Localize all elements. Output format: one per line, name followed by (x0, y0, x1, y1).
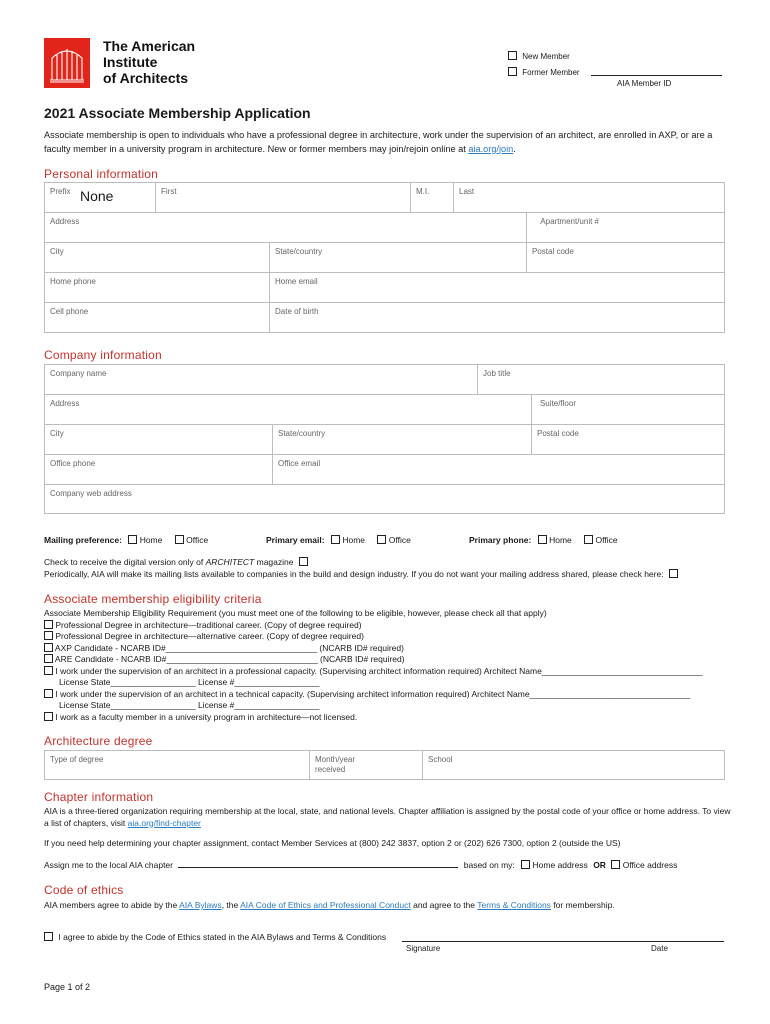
school-field[interactable] (423, 751, 724, 779)
home-address-label: Home address (532, 860, 588, 870)
chapter-help: If you need help determining your chapter assignment, contact Member Services at (800) 242 3837, option 2 or (202) 626 7300, option 2 (outside the US) (44, 838, 621, 848)
eligibility-checkbox-1[interactable] (44, 620, 53, 629)
email-home-checkbox[interactable] (331, 535, 340, 544)
apartment-label: Apartment/unit # (540, 217, 599, 226)
postal-field[interactable] (527, 243, 724, 273)
office-phone-label: Office phone (50, 459, 96, 468)
eligibility-license-line: License State__________________ License #__________________ (59, 700, 320, 710)
first-name-field[interactable] (156, 183, 411, 213)
eligibility-option (44, 666, 734, 678)
eligibility-checkbox-5[interactable] (44, 666, 53, 675)
page-number: Page 1 of 2 (44, 982, 91, 992)
job-title-label: Job title (483, 369, 511, 378)
eligibility-option (44, 654, 734, 666)
mailing-preference (44, 535, 208, 545)
mailing-lists-text: Periodically, AIA will make its mailing lists available to companies in the build and design industry. If you do not want your mailing address shared, please check here: (44, 569, 664, 579)
cell-phone-field[interactable] (45, 303, 270, 332)
ethics-pre: AIA members agree to abide by the (44, 900, 178, 910)
company-city-field[interactable] (45, 425, 273, 455)
home-address-checkbox[interactable] (521, 860, 530, 869)
eligibility-option-2: Professional Degree in architecture—alternative career. (Copy of degree required) (55, 631, 364, 641)
office-email-field[interactable] (273, 455, 724, 485)
degree-date-label (315, 755, 355, 775)
eligibility-option (44, 689, 734, 701)
architect-magazine-option (44, 557, 308, 567)
state-label: State/country (275, 247, 323, 256)
new-member-checkbox[interactable] (508, 51, 517, 60)
suite-label: Suite/floor (539, 399, 576, 408)
ethics-mid-2: and agree to the (413, 900, 476, 910)
last-name-field[interactable] (454, 183, 724, 213)
logo-line-2: Institute (103, 54, 158, 70)
terms-link[interactable]: Terms & Conditions (477, 900, 551, 910)
eligibility-heading: Associate membership eligibility criteria (44, 592, 262, 606)
new-member-option (508, 51, 570, 61)
school-label: School (428, 755, 453, 764)
office-address-checkbox[interactable] (611, 860, 620, 869)
member-id-label: AIA Member ID (617, 79, 672, 88)
company-info-heading: Company information (44, 348, 162, 362)
signature-label: Signature (406, 944, 441, 953)
eligibility-checkbox-3[interactable] (44, 643, 53, 652)
page-title: 2021 Associate Membership Application (44, 105, 311, 121)
dob-label: Date of birth (275, 307, 319, 316)
eligibility-option-7: I work as a faculty member in a university program in architecture—not licensed. (55, 711, 358, 722)
eligibility-option (44, 643, 734, 655)
office-email-label: Office email (278, 459, 321, 468)
eligibility-option-1: Professional Degree in architecture—traditional career. (Copy of degree required) (55, 619, 362, 630)
mi-field[interactable] (411, 183, 454, 213)
address-field[interactable] (45, 213, 527, 243)
email-home-label: Home (342, 535, 366, 545)
primary-email-label: Primary email: (266, 535, 325, 545)
degree-date-line-1: Month/year (315, 755, 356, 764)
ethics-text (44, 900, 615, 910)
mailing-office-label: Office (186, 535, 209, 545)
mailing-home-checkbox[interactable] (128, 535, 137, 544)
join-link[interactable]: aia.org/join (468, 143, 514, 154)
chapter-text (44, 806, 734, 829)
ethics-agree-label: I agree to abide by the Code of Ethics stated in the AIA Bylaws and Terms & Conditions (58, 932, 387, 942)
architect-mag-checkbox[interactable] (299, 557, 308, 566)
prefix-field[interactable] (45, 183, 156, 213)
company-name-field[interactable] (45, 365, 478, 395)
company-info-grid (44, 364, 725, 514)
eligibility-list (44, 608, 734, 723)
home-phone-field[interactable] (45, 273, 270, 303)
postal-label: Postal code (532, 247, 574, 256)
degree-date-field[interactable] (310, 751, 423, 779)
phone-office-label: Office (595, 535, 618, 545)
architect-mag-pre: Check to receive the digital version only of (44, 557, 204, 567)
phone-office-checkbox[interactable] (584, 535, 593, 544)
member-id-input[interactable] (591, 66, 722, 76)
state-field[interactable] (270, 243, 527, 273)
company-state-label: State/country (278, 429, 326, 438)
degree-grid (44, 750, 725, 780)
eligibility-option-4: ARE Candidate - NCARB ID#________________________________ (NCARB ID# required) (54, 654, 405, 664)
primary-email (266, 535, 411, 545)
company-web-field[interactable] (45, 485, 724, 513)
find-chapter-link[interactable]: aia.org/find-chapter (127, 817, 201, 828)
primary-phone-label: Primary phone: (469, 535, 532, 545)
office-phone-field[interactable] (45, 455, 273, 485)
degree-heading: Architecture degree (44, 734, 153, 748)
eligibility-option (44, 620, 734, 632)
or-label: OR (593, 860, 606, 870)
architect-mag-title: ARCHITECT (205, 557, 255, 567)
email-office-label: Office (388, 535, 411, 545)
prefix-label: Prefix (50, 187, 71, 196)
company-address-label: Address (50, 399, 80, 408)
home-email-field[interactable] (270, 273, 724, 303)
company-name-label: Company name (50, 369, 107, 378)
company-postal-field[interactable] (532, 425, 724, 455)
chapter-heading: Chapter information (44, 790, 154, 804)
ethics-agree-checkbox[interactable] (44, 932, 53, 941)
logo-line-3: of Architects (103, 70, 189, 86)
company-state-field[interactable] (273, 425, 532, 455)
dob-field[interactable] (270, 303, 724, 332)
eligibility-option (44, 631, 734, 643)
suite-field[interactable] (532, 395, 724, 425)
signature-line[interactable] (402, 933, 724, 942)
apartment-field[interactable] (527, 213, 724, 243)
eligibility-checkbox-6[interactable] (44, 689, 53, 698)
former-member-label: Former Member (522, 68, 580, 77)
home-phone-label: Home phone (50, 277, 96, 286)
chapter-name-input[interactable] (178, 867, 458, 868)
degree-date-line-2: received (315, 765, 346, 774)
mailing-home-label: Home (139, 535, 163, 545)
aia-logo (44, 38, 90, 88)
phone-home-checkbox[interactable] (538, 535, 547, 544)
personal-info-heading: Personal information (44, 167, 159, 181)
office-address-label: Office address (622, 860, 678, 870)
primary-phone (469, 535, 618, 545)
former-member-option (508, 67, 580, 77)
based-on-label: based on my: (463, 860, 515, 870)
eligibility-checkbox-2[interactable] (44, 631, 53, 640)
former-member-checkbox[interactable] (508, 67, 517, 76)
code-of-ethics-link[interactable]: AIA Code of Ethics and Professional Conduct (240, 900, 411, 910)
ethics-mid-1: , the (221, 900, 239, 910)
ethics-post: for membership. (553, 900, 615, 910)
last-name-label: Last (459, 187, 475, 196)
intro-text (44, 129, 724, 156)
mailing-office-checkbox[interactable] (175, 535, 184, 544)
date-label: Date (651, 944, 668, 953)
intro-end: . (513, 143, 516, 154)
prefix-value: None (80, 188, 114, 204)
chapter-description: AIA is a three-tiered organization requiring membership at the local, state, and national levels. Chapter affiliation is assigned by the postal code of your office or home address. To view a list of chapters, visit (44, 806, 731, 828)
home-email-label: Home email (275, 277, 318, 286)
cell-phone-label: Cell phone (50, 307, 89, 316)
first-name-label: First (161, 187, 177, 196)
eligibility-license-line: License State__________________ License #__________________ (59, 677, 320, 687)
company-postal-label: Postal code (537, 429, 579, 438)
eligibility-intro: Associate Membership Eligibility Requirement (you must meet one of the following to be eligible, however, please check all that apply) (44, 608, 547, 618)
aia-logo-mark (44, 38, 90, 88)
ethics-agree-row (44, 932, 386, 942)
email-office-checkbox[interactable] (377, 535, 386, 544)
phone-home-label: Home (549, 535, 572, 545)
company-address-field[interactable] (45, 395, 532, 425)
intro-body: Associate membership is open to individuals who have a professional degree in architecture, work under the supervision of an architect, are enrolled in AXP, or are a faculty member in a university program in architecture. New or former members may join/rejoin online at (44, 130, 713, 154)
eligibility-option-5: I work under the supervision of an architect in a professional capacity. (Supervising architect information required) Architect Name__________________________________ (55, 665, 703, 676)
city-label: City (50, 247, 64, 256)
personal-info-grid (44, 182, 725, 333)
bylaws-link[interactable]: AIA Bylaws (179, 900, 222, 910)
eligibility-option-6: I work under the supervision of an architect in a technical capacity. (Supervising architect information required) Architect Name__________________________________ (55, 688, 691, 699)
logo-line-1: The American (103, 38, 196, 54)
ethics-heading: Code of ethics (44, 883, 124, 897)
mailing-lists-checkbox[interactable] (669, 569, 678, 578)
chapter-assign-label: Assign me to the local AIA chapter (44, 860, 173, 870)
degree-type-label: Type of degree (50, 755, 104, 764)
new-member-label: New Member (522, 52, 570, 61)
eligibility-option-3: AXP Candidate - NCARB ID#________________________________ (NCARB ID# required) (54, 642, 404, 653)
company-city-label: City (50, 429, 64, 438)
degree-type-field[interactable] (45, 751, 310, 779)
address-label: Address (50, 217, 80, 226)
mailing-lists-option (44, 569, 678, 579)
eligibility-option (44, 712, 734, 724)
chapter-assign-row (44, 860, 677, 870)
mi-label: M.I. (416, 187, 430, 196)
architect-mag-post: magazine (256, 557, 294, 567)
eligibility-checkbox-4[interactable] (44, 654, 53, 663)
job-title-field[interactable] (478, 365, 724, 395)
city-field[interactable] (45, 243, 270, 273)
mailing-preference-label: Mailing preference: (44, 535, 122, 545)
company-web-label: Company web address (50, 489, 132, 498)
eligibility-checkbox-7[interactable] (44, 712, 53, 721)
aia-logo-text (103, 38, 195, 86)
